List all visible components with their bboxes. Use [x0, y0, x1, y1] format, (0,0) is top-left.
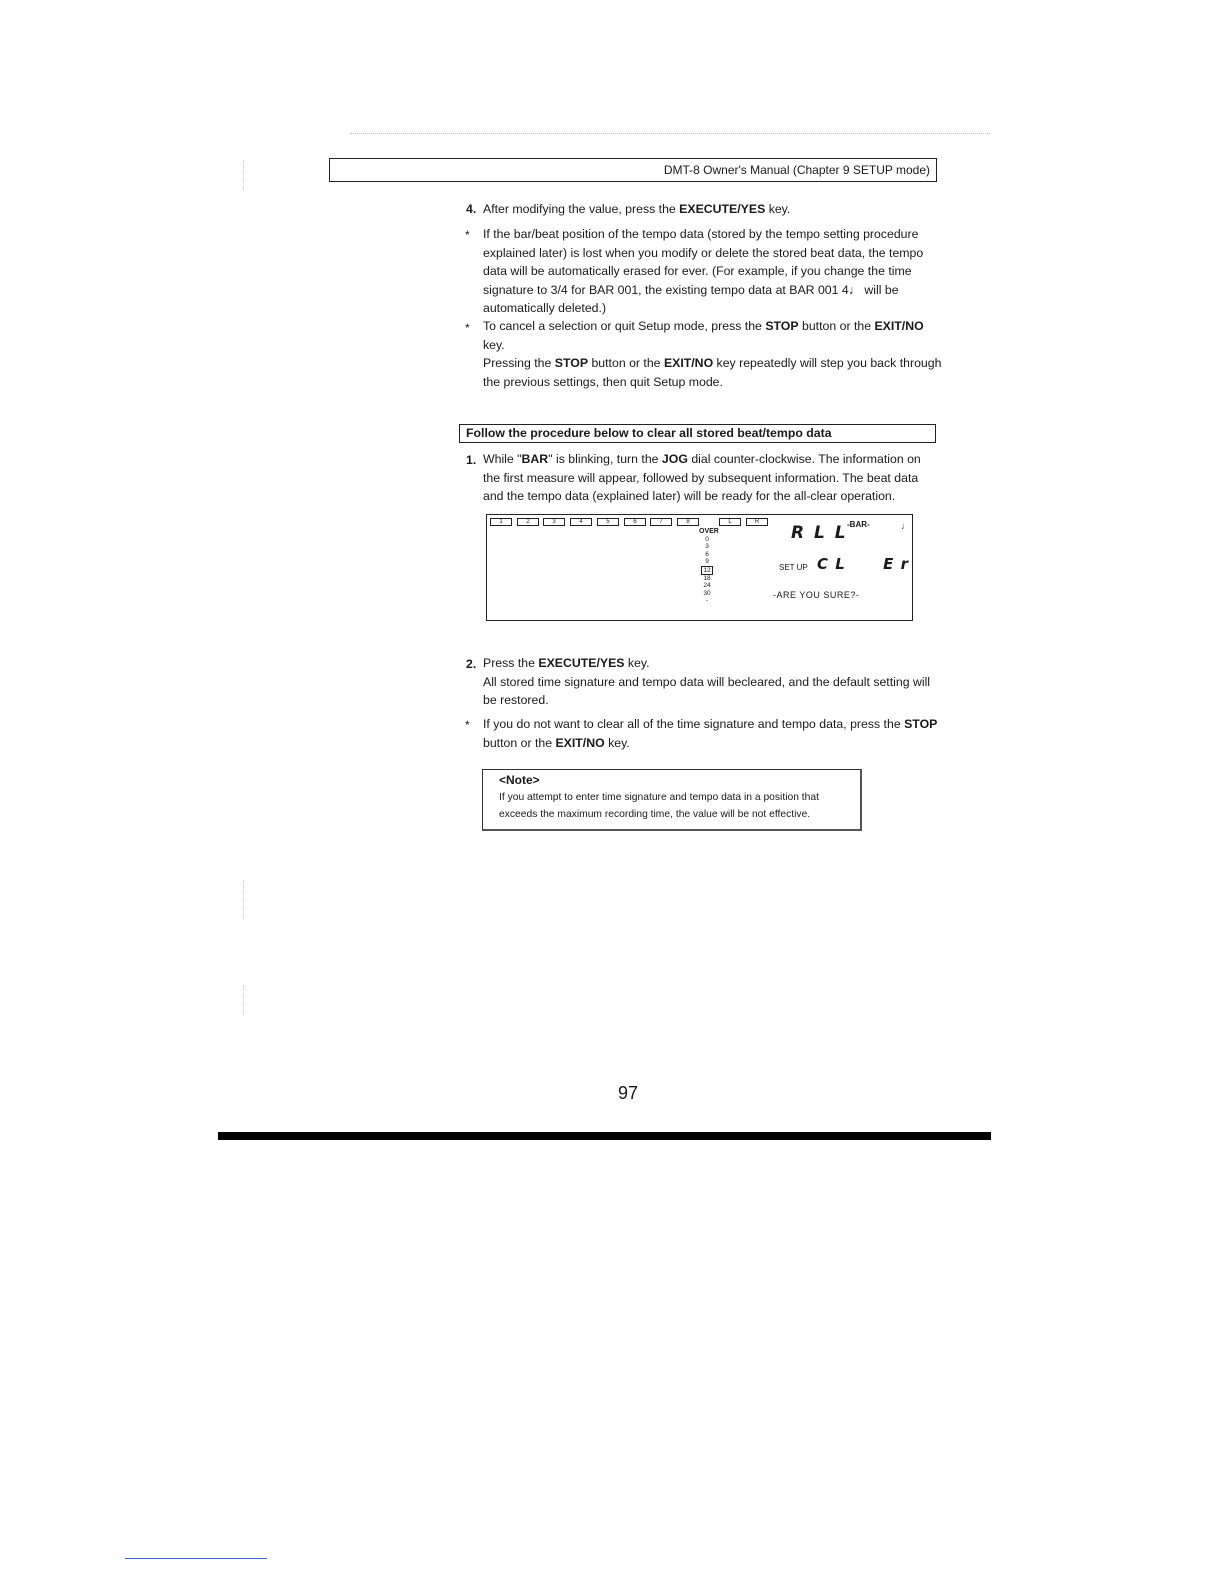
scan-edge-line	[125, 1558, 267, 1559]
track-indicator: R	[746, 518, 768, 526]
bullet-3-text: If you do not want to clear all of the time signature and tempo data, press the STOP button or the EXIT/NO key.	[483, 717, 938, 750]
step-1-text: While "BAR" is blinking, turn the JOG dial counter-clockwise. The information on the first measure will appear, followed by subsequent information. The beat data and the tempo data (explained later) will be ready for the all-clear operation.	[483, 452, 921, 503]
step-2-text: Press the EXECUTE/YES key. All stored time signature and tempo data will becleared, and the default setting will be restored.	[483, 656, 931, 707]
header-text: DMT-8 Owner's Manual (Chapter 9 SETUP mode)	[663, 163, 930, 177]
scan-artifact-line	[350, 133, 990, 135]
note-icon: ♩	[901, 521, 910, 531]
track-indicator: L	[719, 518, 741, 526]
track-indicator: 8	[677, 518, 699, 526]
step-4-text: After modifying the value, press the EXECUTE/YES key.	[483, 202, 791, 216]
track-indicator: 3	[543, 518, 565, 526]
page-number: 97	[617, 1083, 639, 1103]
segment-display-middle: C L E r	[817, 555, 909, 573]
bullet-mark: *	[465, 718, 470, 732]
over-indicator: OVER	[699, 528, 719, 535]
level-scale: 0 3 6 9 12 18 24 30 -	[699, 536, 715, 605]
setup-indicator: SET UP	[779, 563, 808, 572]
track-indicator: 7	[650, 518, 672, 526]
scan-artifact-margin	[243, 985, 245, 1015]
section-title: Follow the procedure below to clear all stored beat/tempo data	[466, 426, 832, 440]
section-heading-box	[459, 424, 936, 443]
lcd-display	[486, 514, 913, 621]
scan-artifact-margin	[243, 880, 245, 920]
note-title: <Note>	[499, 773, 540, 787]
track-indicator: 1	[490, 518, 512, 526]
track-indicator: 6	[624, 518, 646, 526]
note-text: If you attempt to enter time signature and tempo data in a position that exceeds the maximum recording time, the value will be not effective.	[499, 792, 819, 820]
bar-indicator: -BAR-	[847, 520, 870, 529]
confirm-prompt: -ARE YOU SURE?-	[773, 590, 860, 600]
track-indicator: 2	[517, 518, 539, 526]
bullet-mark: *	[465, 321, 470, 335]
bullet-mark: *	[465, 228, 470, 242]
step-number: 2.	[466, 657, 477, 671]
track-indicator: 4	[570, 518, 592, 526]
step-number: 1.	[466, 453, 477, 467]
running-header	[329, 158, 937, 182]
bullet-1-text: If the bar/beat position of the tempo data (stored by the tempo setting procedure explained later) is lost when you modify or delete the stored beat data, the tempo data will be automatically erased for ever. (For example, if you change the time signature to 3/4 for BAR 001, the existing tempo data at BAR 001 4♩ will be automatically deleted.)	[483, 227, 924, 315]
footer-rule	[218, 1132, 991, 1140]
segment-display-top: R L L	[791, 523, 848, 543]
scan-artifact-margin	[243, 160, 245, 190]
step-number: 4.	[466, 202, 477, 216]
track-indicator: 5	[597, 518, 619, 526]
note-box	[482, 769, 862, 831]
bullet-2-text: To cancel a selection or quit Setup mode, press the STOP button or the EXIT/NO key. Pressing the STOP button or the EXIT/NO key repeatedly will step you back through the previous settings, then quit Setup mode.	[483, 319, 942, 389]
